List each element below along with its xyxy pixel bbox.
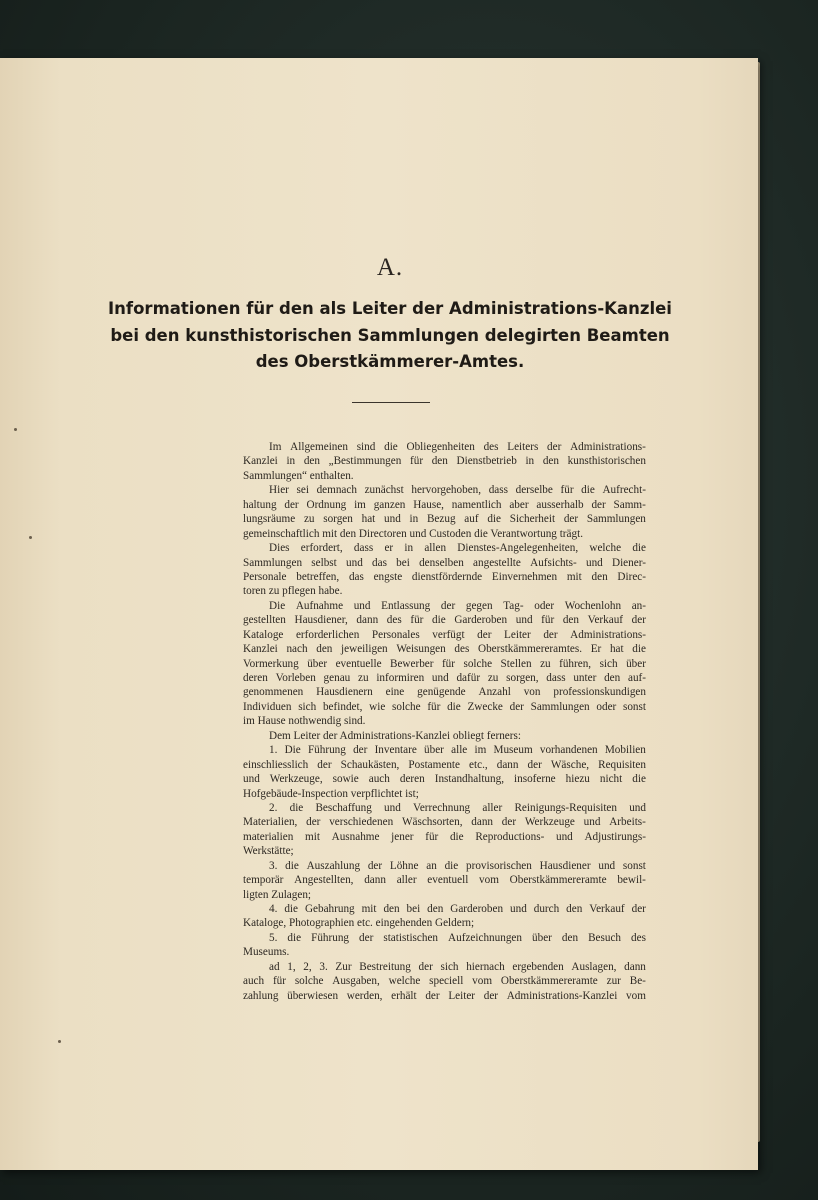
body-line: lungsräume zu sorgen hat und in Bezug auf die Sicherheit der Sammlungen [243,513,646,526]
body-line: Materialien, der verschiedenen Wäschsorten, dann der Werkzeuge und Arbeits- [243,816,646,829]
body-line: 1. Die Führung der Inventare über alle im Museum vorhandenen Mobilien [269,744,646,757]
body-line: Individuen sich befindet, wie solche für die Zwecke der Sammlungen oder sonst [243,700,646,713]
body-line: ligten Zulagen; [243,888,312,901]
title-divider [352,402,430,403]
body-line: gemeinschaftlich mit den Directoren und Custoden die Verantwortung trägt. [243,527,583,540]
body-line: ad 1, 2, 3. Zur Bestreitung der sich hiernach ergebenden Auslagen, dann [269,960,646,973]
margin-speck [14,428,17,431]
body-line: genommenen Hausdienern eine genügende Anzahl von professionskundigen [243,686,646,699]
body-line: Kataloge erforderlichen Personales verfügt der Leiter der Administrations- [243,628,646,641]
body-line: gestellten Hausdiener, dann des für die Garderoben und für den Verkauf der [243,614,646,627]
body-line: Sammlungen selbst und das bei denselben angestellte Aufsichts- und Diener- [243,556,646,569]
body-line: Die Aufnahme und Entlassung der gegen Tag- oder Wochenlohn an- [269,599,646,612]
body-line: 4. die Gebahrung mit den bei den Garderoben und durch den Verkauf der [269,903,646,915]
body-line: Dem Leiter der Administrations-Kanzlei obliegt ferners: [269,729,521,742]
body-line: einschliesslich der Schaukästen, Postamente etc., dann der Wäsche, Requisiten [243,758,646,771]
title-line: des Oberstkämmerer-Amtes. [255,352,525,371]
body-line: temporär Angestellten, dann aller eventuell vom Oberstkämmereramte bewil- [243,874,646,887]
body-line: 2. die Beschaffung und Verrechnung aller Reinigungs-Requisiten und [269,801,646,814]
body-line: Sammlungen“ enthalten. [243,469,354,482]
body-line: haltung der Ordnung im ganzen Hause, namentlich aber ausserhalb der Samm- [243,498,646,511]
body-line: 3. die Auszahlung der Löhne an die provisorischen Hausdiener und sonst [269,859,646,872]
body-line: toren zu pflegen habe. [243,585,343,598]
section-letter: A. [376,254,404,281]
body-line: zahlung überwiesen werden, erhält der Leiter der Administrations-Kanzlei vom [243,989,646,1002]
margin-speck [58,1040,61,1043]
body-line: Vormerkung über eventuelle Bewerber für solche Stellen zu führen, sich über [243,657,646,670]
title-line: bei den kunsthistorischen Sammlungen delegirten Beamten [110,325,670,345]
body-line: auch für solche Ausgaben, welche speciell vom Oberstkämmereramte zur Be- [243,975,646,988]
body-line: materialien mit Ausnahme jener für die Reproductions- und Adjustirungs- [243,830,646,843]
margin-speck [29,536,32,539]
title-line: Informationen für den als Leiter der Administrations-Kanzlei [108,299,672,318]
body-line: Dies erfordert, dass er in allen Dienstes-Angelegenheiten, welche die [269,542,646,555]
body-line: Museums. [243,946,290,959]
body-line: Hofgebäude-Inspection verpflichtet ist; [243,787,419,800]
body-line: Hier sei demnach zunächst hervorgehoben, dass derselbe für die Aufrecht- [269,484,646,497]
body-line: und Werkzeuge, sowie auch deren Instandhaltung, insoferne hiezu nicht die [243,773,646,786]
body-line: Kanzlei nach den jeweiligen Weisungen des Oberstkämmereramtes. Er hat die [243,643,646,656]
body-line: 5. die Führung der statistischen Aufzeichnungen über den Besuch des [269,931,646,944]
body-line: Werkstätte; [243,845,294,858]
body-line: im Hause nothwendig sind. [243,715,366,728]
body-line: Personale betreffen, das engste dienstfördernde Einvernehmen mit den Direc- [243,570,646,583]
body-line: deren Vorleben genau zu informiren und dafür zu sorgen, dass unter den auf- [243,672,646,684]
body-line: Im Allgemeinen sind die Obliegenheiten des Leiters der Administrations- [269,441,646,453]
document-title [0,296,780,376]
body-line: Kanzlei in den „Bestimmungen für den Dienstbetrieb in den kunsthistorischen [243,455,646,468]
body-text [243,440,646,1003]
body-line: Kataloge, Photographien etc. eingehenden Geldern; [243,917,475,930]
